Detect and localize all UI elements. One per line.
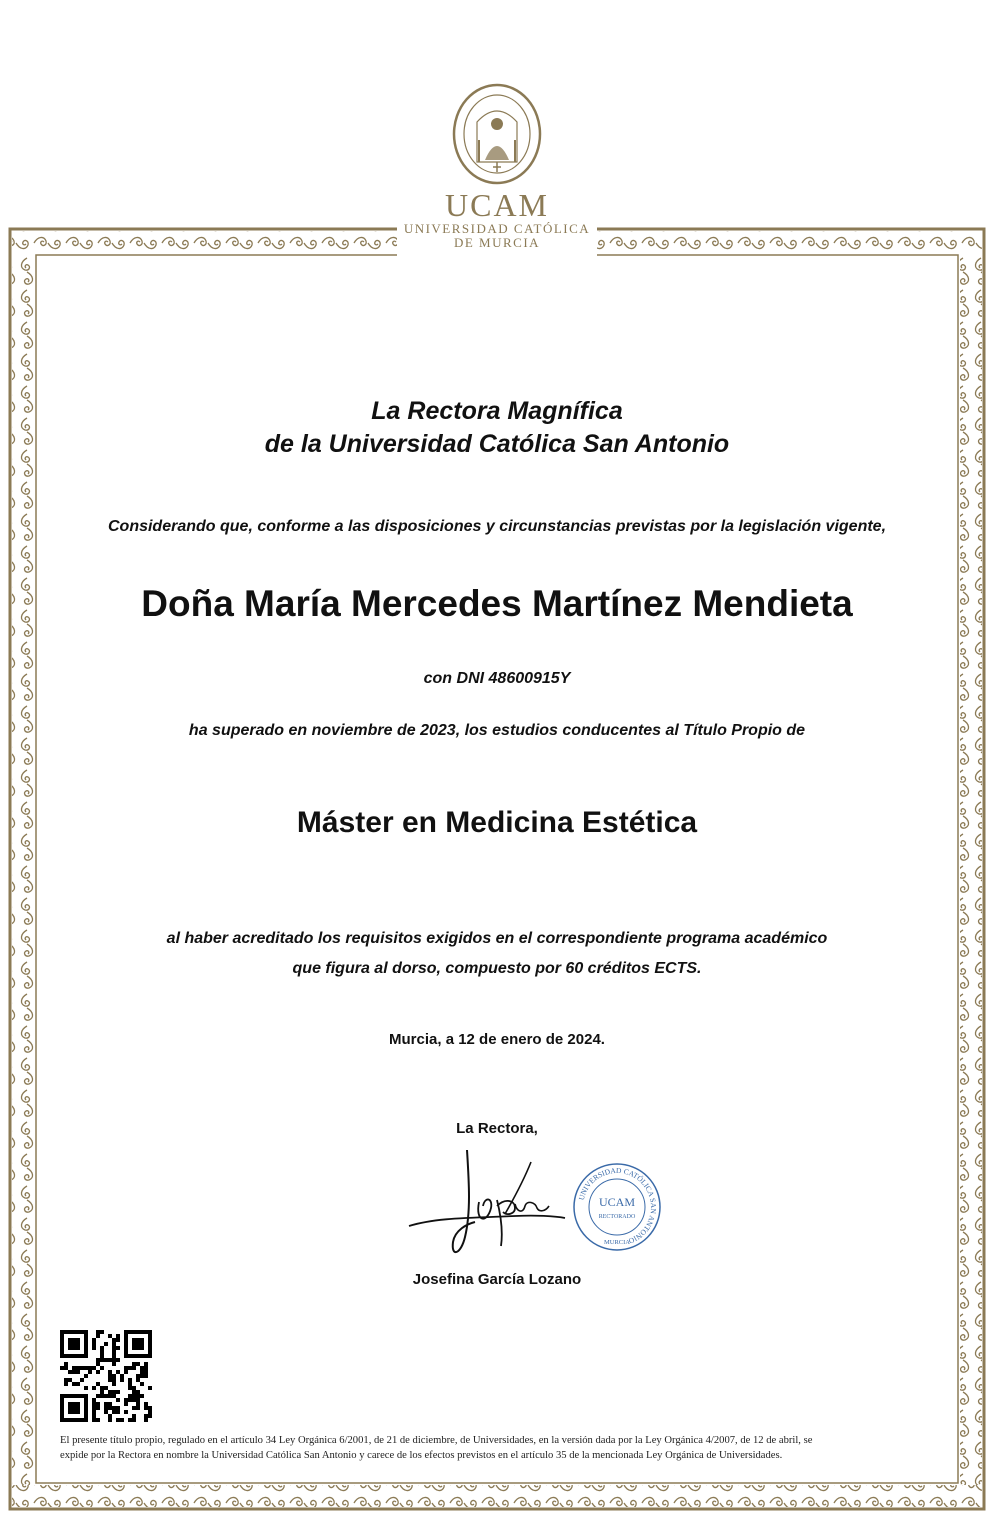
logo-subtitle-line1: UNIVERSIDAD CATÓLICA <box>403 221 591 236</box>
logo-subtitle-line2: DE MURCIA <box>453 235 541 250</box>
heading-line1: La Rectora Magnífica <box>371 397 623 425</box>
heading-line2: de la Universidad Católica San Antonio <box>264 430 730 458</box>
recipient-name: Doña María Mercedes Martínez Mendieta <box>141 583 853 624</box>
degree-title: Máster en Medicina Estética <box>296 806 698 839</box>
university-logo <box>397 82 597 266</box>
place-date: Murcia, a 12 de enero de 2024. <box>389 1031 605 1048</box>
stamp-center-text: UCAM <box>598 1195 636 1209</box>
considerando-text: Considerando que, conforme a las disposiciones y circunstancias previstas por la legislación vigente, <box>107 518 887 535</box>
signer-title: La Rectora, <box>456 1120 538 1137</box>
requirements-text <box>0 924 994 984</box>
requirements-line2: que figura al dorso, compuesto por 60 créditos ECTS. <box>292 960 702 977</box>
stamp-sub-text: RECTORADO <box>598 1214 636 1220</box>
dni-text: con DNI 48600915Y <box>423 670 571 687</box>
signer-name: Josefina García Lozano <box>412 1271 582 1288</box>
requirements-line1: al haber acreditado los requisitos exigidos en el correspondiente programa académico <box>166 930 828 947</box>
stamp-ring-text: UNIVERSIDAD CATÓLICA SAN ANTONIO <box>576 1165 659 1246</box>
qr-code-icon[interactable] <box>60 1330 152 1422</box>
rector-heading <box>0 395 994 461</box>
rectorate-stamp <box>572 1162 662 1252</box>
logo-wordmark: UCAM <box>444 187 549 223</box>
university-seal-icon <box>451 82 543 186</box>
legal-note <box>60 1433 930 1463</box>
legal-note-line1: El presente título propio, regulado en el artículo 34 Ley Orgánica 6/2001, de 21 de diciembre, de Universidades, en la versión dada por la Ley Orgánica 4/2007, de 12 de abril, se <box>60 1435 813 1446</box>
handwritten-signature <box>405 1142 570 1267</box>
achievement-text: ha superado en noviembre de 2023, los estudios conducentes al Título Propio de <box>188 722 806 739</box>
stamp-bottom-text: MURCIA <box>603 1239 631 1246</box>
legal-note-line2: expide por la Rectora en nombre la Universidad Católica San Antonio y carece de los efectos previstos en el artículo 35 de la mencionada Ley Orgánica de Universidades. <box>60 1450 783 1461</box>
